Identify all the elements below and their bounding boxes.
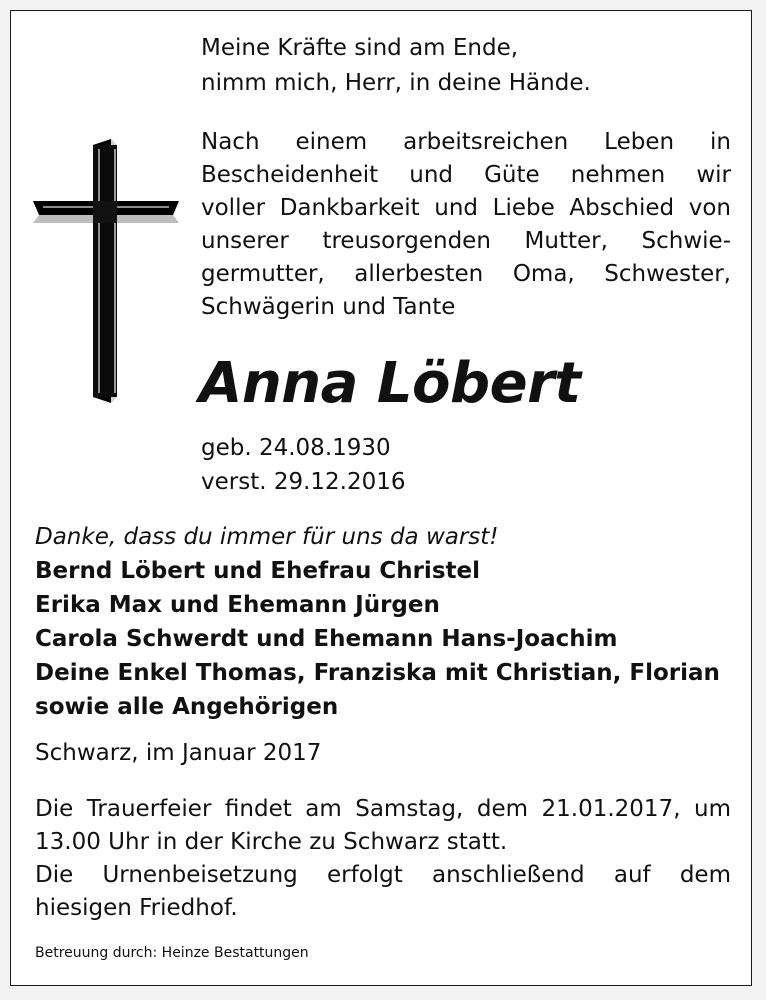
verse <box>201 31 591 101</box>
obituary-notice <box>10 10 752 986</box>
death-date: verst. 29.12.2016 <box>201 469 406 495</box>
funeral-home-credit: Betreuung durch: Heinze Bestattungen <box>35 945 309 961</box>
mourner-line: Carola Schwerdt und Ehemann Hans-Joachim <box>35 626 618 652</box>
intro-line-3: voller Dankbarkeit und Liebe Abschied von <box>201 195 731 221</box>
intro-line-1: Nach einem arbeitsreichen Leben in <box>201 129 731 155</box>
mourners-list <box>35 554 720 724</box>
thanks-line: Danke, dass du immer für uns da warst! <box>35 524 499 550</box>
mourner-line: sowie alle Angehörigen <box>35 694 339 720</box>
verse-line-1: Meine Kräfte sind am Ende, <box>201 35 519 61</box>
intro-line-2: Bescheidenheit und Güte nehmen wir <box>201 162 731 188</box>
place-date: Schwarz, im Januar 2017 <box>35 740 322 766</box>
intro-line-5: germutter, allerbesten Oma, Schwester, <box>201 261 731 287</box>
mourner-line: Erika Max und Ehemann Jürgen <box>35 592 440 618</box>
verse-line-2: nimm mich, Herr, in deine Hände. <box>201 70 591 96</box>
mourner-line: Bernd Löbert und Ehefrau Christel <box>35 558 480 584</box>
intro-line-6: Schwägerin und Tante <box>201 294 456 320</box>
intro-text <box>201 126 731 324</box>
funeral-info <box>35 793 731 925</box>
mourner-line: Deine Enkel Thomas, Franziska mit Christian, Florian <box>35 660 720 686</box>
funeral-line-2: 13.00 Uhr in der Kirche zu Schwarz statt. <box>35 829 508 855</box>
funeral-line-4: hiesigen Friedhof. <box>35 895 238 921</box>
birth-date: geb. 24.08.1930 <box>201 435 391 461</box>
funeral-line-3: Die Urnenbeisetzung erfolgt anschließend auf dem <box>35 862 731 888</box>
deceased-name: Anna Löbert <box>199 351 581 416</box>
funeral-line-1: Die Trauerfeier findet am Samstag, dem 21.01.2017, um <box>35 796 731 822</box>
intro-line-4: unserer treusorgenden Mutter, Schwie- <box>201 228 731 254</box>
life-dates <box>201 431 406 499</box>
cross-icon <box>33 139 179 403</box>
